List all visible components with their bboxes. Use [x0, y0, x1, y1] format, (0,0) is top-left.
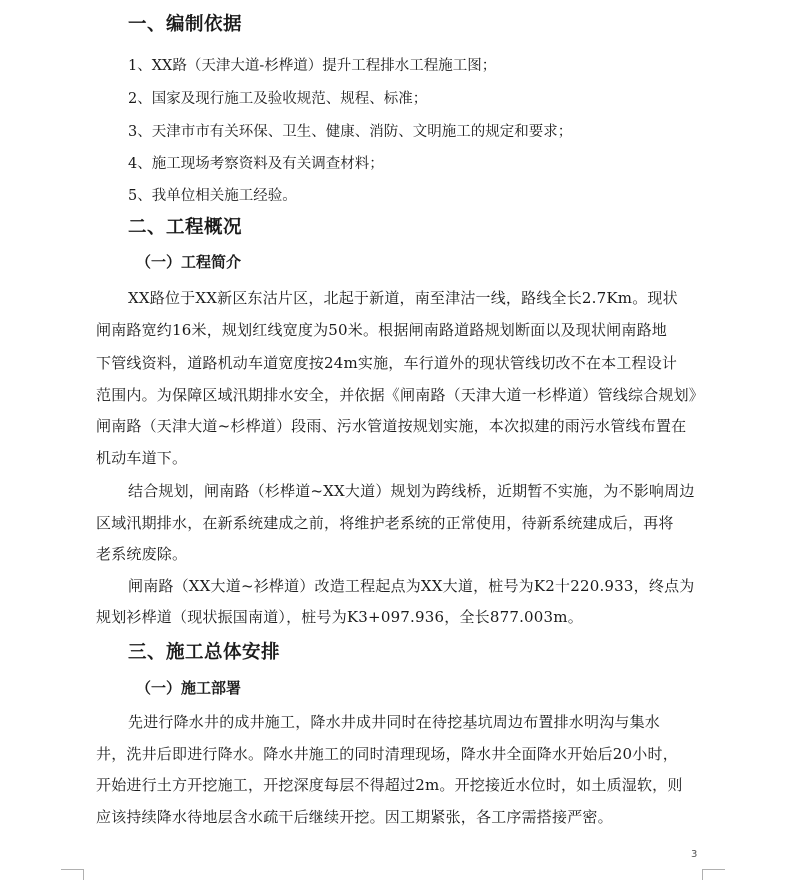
list-item: 2、国家及现行施工及验收规范、规程、标准；	[128, 91, 428, 107]
crop-mark	[702, 869, 725, 880]
list-item: 4、施工现场考察资料及有关调查材料；	[128, 156, 384, 172]
paragraph-line: 井，洗井后即进行降水。降水井施工的同时清理现场，降水井全面降水开始后20小时，	[96, 745, 678, 763]
section-heading: 三、施工总体安排	[128, 642, 281, 663]
paragraph-line: 老系统废除。	[96, 545, 188, 563]
section-heading: 二、工程概况	[128, 217, 243, 238]
paragraph-line: 先进行降水井的成井施工，降水井成井同时在待挖基坑周边布置排水明沟与集水	[128, 713, 661, 731]
paragraph-line: 区域汛期排水，在新系统建成之前，将维护老系统的正常使用，待新系统建成后，再将	[96, 514, 674, 532]
page-number: 3	[691, 849, 698, 860]
paragraph-line: 开始进行土方开挖施工，开挖深度每层不得超过2m。开挖接近水位时，如土质湿软，则	[96, 776, 683, 794]
paragraph-line: 范围内。为保障区域汛期排水安全，并依据《闸南路（天津大道一杉桦道）管线综合规划》	[96, 386, 705, 404]
paragraph-line: 应该持续降水待地层含水疏干后继续开挖。因工期紧张，各工序需搭接严密。	[96, 808, 613, 826]
list-item: 1、XX路（天津大道-杉桦道）提升工程排水工程施工图；	[128, 58, 497, 74]
paragraph-line: 闸南路（天津大道~杉桦道）段雨、污水管道按规划实施，本次拟建的雨污水管线布置在	[96, 417, 687, 435]
list-item: 5、我单位相关施工经验。	[128, 188, 297, 204]
paragraph-line: 机动车道下。	[96, 449, 188, 467]
subsection-heading: （一）施工部署	[136, 679, 242, 697]
paragraph-line: 结合规划，闸南路（杉桦道~XX大道）规划为跨线桥，近期暂不实施，为不影响周边	[128, 482, 695, 500]
section-heading: 一、编制依据	[128, 14, 243, 35]
list-item: 3、天津市市有关环保、卫生、健康、消防、文明施工的规定和要求；	[128, 124, 573, 140]
paragraph-line: 闸南路（XX大道~衫桦道）改造工程起点为XX大道，桩号为K2十220.933，终点为	[128, 577, 695, 595]
crop-mark	[61, 869, 84, 880]
paragraph-line: 下管线资料，道路机动车道宽度按24m实施，车行道外的现状管线切改不在本工程设计	[96, 354, 678, 372]
paragraph-line: 闸南路宽约16米，规划红线宽度为50米。根据闸南路道路规划断面以及现状闸南路地	[96, 321, 667, 339]
subsection-heading: （一）工程简介	[136, 253, 242, 271]
paragraph-line: 规划衫桦道（现状振国南道），桩号为K3+097.936，全长877.003m。	[96, 608, 583, 626]
paragraph-line: XX路位于XX新区东沽片区，北起于新道，南至津沽一线，路线全长2.7Km。现状	[128, 289, 678, 307]
